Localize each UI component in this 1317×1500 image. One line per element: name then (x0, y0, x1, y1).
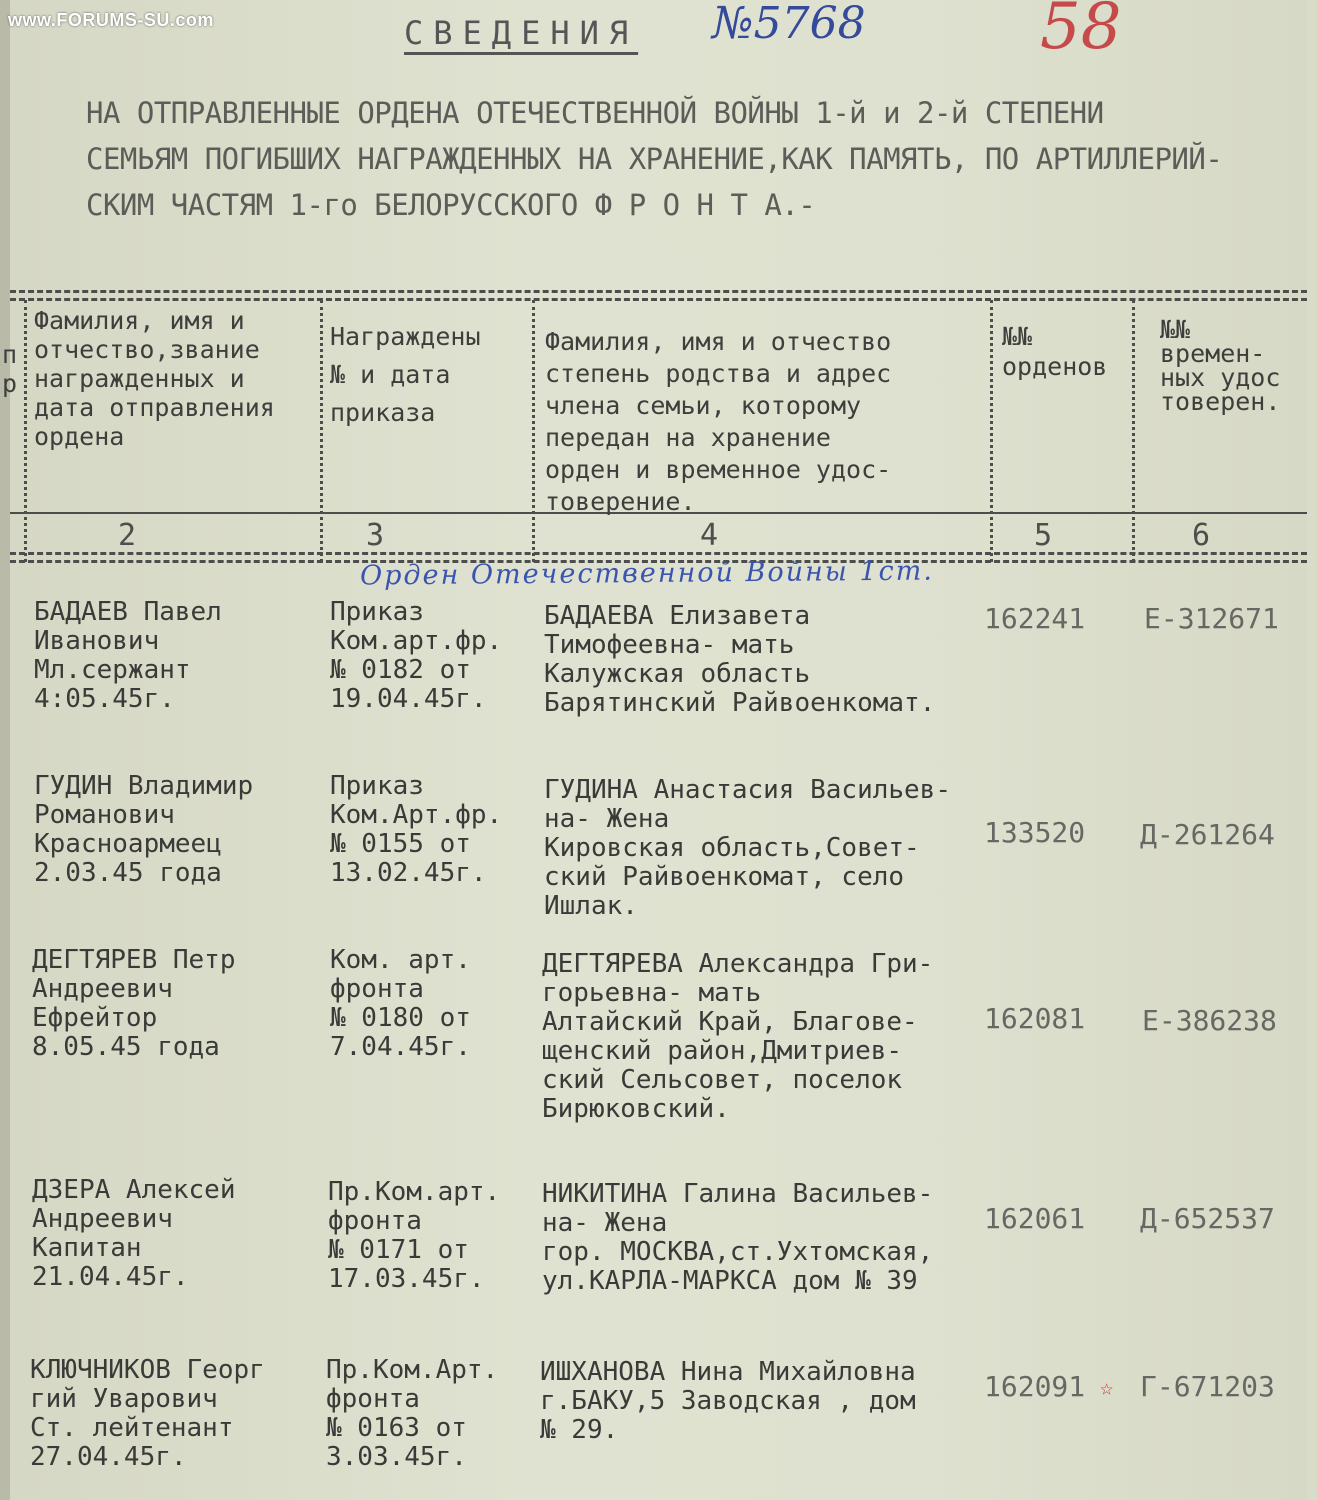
column-divider (532, 300, 535, 562)
awarded-person: ДЕГТЯРЕВ Петр Андреевич Ефрейтор 8.05.45 года (32, 945, 236, 1062)
family-member: БАДАЕВА Елизавета Тимофеевна- мать Калужская область Барятинский Райвоенкомат. (544, 601, 936, 718)
certificate-number: Д-652537 (1140, 1202, 1275, 1235)
order-info: Приказ Ком.Арт.фр. № 0155 от 13.02.45г. (330, 771, 503, 888)
table-top-rule (10, 298, 1307, 301)
family-member: ГУДИНА Анастасия Васильев- на- Жена Кировская область,Совет- ский Райвоенкомат, село Ишлак. (544, 775, 951, 921)
document-title: СВЕДЕНИЯ (404, 14, 639, 52)
awarded-person: БАДАЕВ Павел Иванович Мл.сержант 4:05.45г. (34, 597, 222, 714)
subtitle-line: СКИМ ЧАСТЯМ 1-го БЕЛОРУССКОГО Ф Р О Н Т А.- (86, 188, 816, 222)
column-number: 4 (700, 518, 719, 553)
table-top-rule (10, 290, 1307, 293)
order-info: Пр.Ком.Арт. фронта № 0163 от 3.03.45г. (326, 1355, 499, 1472)
certificate-number: Д-261264 (1140, 818, 1275, 851)
family-member: ИШХАНОВА Нина Михайловна г.БАКУ,5 Заводская , дом № 29. (540, 1357, 916, 1445)
column-divider (990, 300, 993, 562)
order-info: Пр.Ком.арт. фронта № 0171 от 17.03.45г. (328, 1177, 501, 1294)
column-number: 2 (118, 518, 137, 553)
medal-number: 162241 (984, 602, 1086, 635)
column-number: 6 (1192, 518, 1211, 553)
family-member: НИКИТИНА Галина Васильев- на- Жена гор. МОСКВА,ст.Ухтомская, ул.КАРЛА-МАРКСА дом № 39 (542, 1179, 934, 1296)
certificate-number: Е-312671 (1144, 602, 1279, 635)
order-info: Ком. арт. фронта № 0180 от 7.04.45г. (330, 945, 471, 1062)
subtitle-line: НА ОТПРАВЛЕННЫЕ ОРДЕНА ОТЕЧЕСТВЕННОЙ ВОЙНЫ 1-й и 2-й СТЕПЕНИ (86, 96, 1104, 130)
medal-number: 133520 (984, 816, 1086, 849)
page-edge (0, 0, 10, 1500)
header-col5: №№ орденов (1002, 322, 1108, 381)
awarded-person: КЛЮЧНИКОВ Георг гий Уварович Ст. лейтенант 27.04.45г. (30, 1355, 265, 1472)
column-divider (24, 300, 27, 562)
header-col2: Фамилия, имя и отчество,звание награжденных и дата отправления ордена (34, 306, 275, 451)
medal-number: 162091 (984, 1370, 1086, 1403)
subtitle-line: СЕМЬЯМ ПОГИБШИХ НАГРАЖДЕННЫХ НА ХРАНЕНИЕ,КАК ПАМЯТЬ, ПО АРТИЛЛЕРИЙ- (86, 142, 1223, 176)
medal-number: 162081 (984, 1002, 1086, 1035)
column-number-rule (10, 552, 1307, 555)
awarded-person: ДЗЕРА Алексей Андреевич Капитан 21.04.45г. (32, 1175, 236, 1292)
awarded-person: ГУДИН Владимир Романович Красноармеец 2.03.45 года (34, 771, 254, 888)
column-divider (1132, 300, 1135, 562)
column-number: 5 (1034, 518, 1053, 553)
handwritten-section-note: Орден Отечественной Войны 1ст. (359, 555, 935, 592)
header-col1: п р (2, 340, 18, 398)
star-icon: ☆ (1100, 1376, 1114, 1401)
order-info: Приказ Ком.арт.фр. № 0182 от 19.04.45г. (330, 597, 503, 714)
watermark: www.FORUMS-SU.com (8, 10, 214, 30)
header-col4: Фамилия, имя и отчество степень родства и адрес члена семьи, которому передан на хранение орден и временное удос- товерение. (545, 327, 892, 516)
handwritten-page-mark: 58 (1040, 0, 1122, 64)
column-number: 3 (366, 518, 385, 553)
handwritten-doc-number: №5768 (712, 0, 866, 49)
family-member: ДЕГТЯРЕВА Александра Гри- горьевна- мать Алтайский Край, Благове- щенский район,Дмитриев- ский Сельсовет, поселок Бирюковский. (542, 949, 934, 1124)
header-col3: Награждены № и дата приказа (330, 322, 481, 427)
certificate-number: Г-671203 (1140, 1370, 1275, 1403)
certificate-number: Е-386238 (1142, 1004, 1277, 1037)
document-subtitle (86, 90, 1286, 228)
medal-number: 162061 (984, 1202, 1086, 1235)
column-divider (320, 300, 323, 562)
header-col6: №№ времен- ных удос товерен. (1160, 315, 1281, 416)
